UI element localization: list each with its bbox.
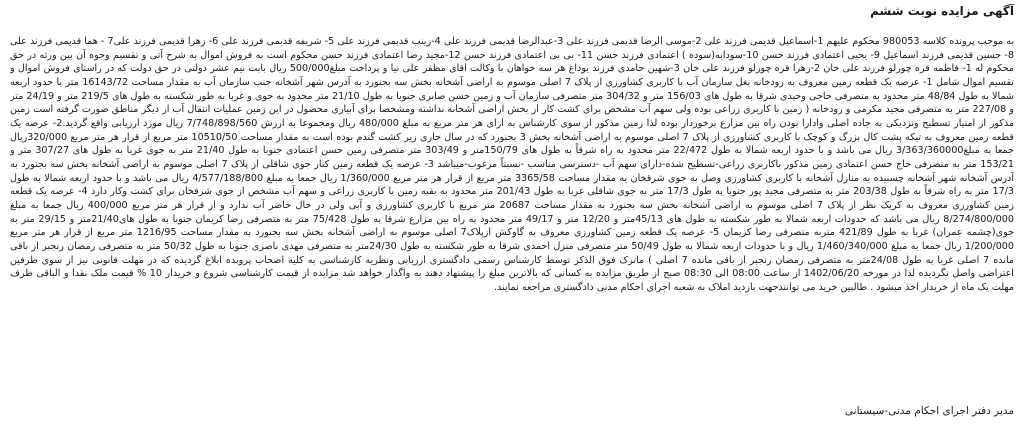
notice-page	[8, 0, 1016, 428]
notice-signature: مدیر دفتر اجرای احکام مدنی-سیستانی	[844, 405, 1014, 417]
notice-body: به موجب پرونده کلاسه 980053 محکوم علیهم 1-اسماعیل قدیمی فرزند علی 2-موسی الرضا قدیمی فرزند علی 3-عبدالرضا قدیمی فرزند علی 4-زینب قدیمی فرزند علی 5- شریفه قدیمی فرزند علی 6- زهرا قدیمی فرزند علی7 - هما قدیمی فرزند علی 8- حسین قدیمی فرزند اسماعیل 9- یحیی اعتمادی فرزند حسن 10-سودابه(سوده ) اعتمادی فرزند حسن 11- بی بی اعتمادی فرزند حسن 12-مجید رضا اعتمادی فرزند حسن محکوم است به فروش اموال به شرح آتی و تقسیم وجوه آن بین ورثه در حق محکوم له 1- فاطمه قره چورلو فرزند علی خان 2-زهرا قره چورلو فرزند علی خان 3-شهین حامدی فرزند یوداغ هر سه خواهان با وکالت اقای مظفر علی نیا و پرداخت مبلغ500/000 ریال بابت نیم عشر دولتی در حق دولت که در راستای فروش اموال و تقسیم اموال شامل 1- عرصه یک قطعه زمین معروف به رودخانه بغل سازمان آب با کاربری کشاورزی از پلاک 7 اصلی موسوم به اراضی آشخانه بخش سه بجنورد به آدرس شهر آشخانه جنب سازمان آب به مقدار مساحت 16143/72 متر با حدود اربعه شمالا به طول 48/84 متر محدود به متصرفی حاجی وحیدی شرقا به طول های 156/03 متر و 304/32 متر متصرفی سازمان آب و زمین حسن صابری جنوبا به طول 21/10 متر محدود به جوی و غربا به طور شکسته به طول های 219/5 متر و 24/19 متر و 227/08 متر به متصرفی مجید مکرمی و رودخانه ( زمین با کاربری زراعی بوده ولی سهم آب مشخص برای کشت کار از بخش اراضی آشخانه نداشته ومشخصا برای آبیاری محصول در این زمین عملیات انتقال آب از دیگر مناطق صورت گرفته است زمین مذکور از امتیاز تسطیح ونزدیکی به جاده اصلی وادارا بودن راه بین مزارع برخوردار بوده لذا زمین مذکور از سوی کارشناس به ازای هر متر مربع به مبلغ 480/000 ریال ومجموعا به ارزش 7/748/898/560 ریال مورد ارزیابی واقع گردید.2- عرصه یک قطعه زمین معروف به تیکه پشت کال بزرگ و کوچک با کاربری کشاورزی از پلاک 7 اصلی موسوم به اراضی آشخانه بخش 3 بجنورد که در سال جاری زیر کشت گندم بوده است به مقدار مساحت 10510/50 متر مربع از قرار هر متر مربع 320/000ریال جمعا به مبلغ3/363/360000 ریال می باشد و با حدود اربعه شمالا به طول 22/472 متر محدود به راه شرقاً به طول های 150/79متر و 303/49 متر متصرفی زمین حسن اعتمادی جنوبا به طول 21/40 متر به جوی غربا به طول های 307/27 متر و 153/21 متر به متصرفی حاج حسن اعتمادی زمین مذکور باکاربری زراعی-تسطیح شده-دارای سهم آب -دسترسی مناسب -نسبتاً مرغوب-میباشد 3- عرصه یک قطعه زمین کنار جوی شاقلی از پلاک 7 اصلی موسوم به اراضی آشخانه بخش سه بجنورد به آدرس آشخانه شهر آشخانه چسبیده به منازل آشخانه با کاربری کشاورزی وصل به جوی شرقخان به مقدار مساحت 3365/58 متر مربع از قرار هر متر مربع 1/360/000 ریال جمعا به مبلغ 4/577/188/800 ریال می باشد و با حدود اربعه شمالا به طول 17/3 متر به راه شرقاً به طول 203/38 متر به متصرفی مجید پور جنوبا به طول 17/3 متر به جوی شاقلی غربا به طول 201/43 متر محدود به بقیه زمین با کاربری زراعی و سهم آب مشخص از جوی شرقخان برای کشت وکار دارد 4- عرصه یک قطعه زمین کشاورزی معروف به کریک نظر از پلاک 7 اصلی موسوم به اراضی آشخانه بخش سه بجنورد به مقدار مساحت 20687 متر مربع با کاربری کشاورزی و آبی ولی در حال حاضر آب ندارد و از قرار هر متر مربع 400/000 ریال جمعا به مبلغ 8/274/800/000 ریال می باشد که حدودات اربعه شمالا به طور شکسته به طول های 45/13متر و 12/20 متر و 49/17 متر محدود به راه بین مزارع شرقا به طول 75/428 متر به متصرفی رضا کریمان جنوبا به طول های21/40متر و 29/15 متر به جوی(چشمه عمران) غربا به طول 421/89 متربه متصرفی رضا کریمان 5- عرصه یک قطعه زمین کشاورزی معروف به گاوکش ازپلاک7 اصلی موسوم به اراضی آشخانه بخش سه بجنورد به مقدار مساحت 1216/95 متر مربع از قرار هر متر مربع 1/200/000 ریال جمعا به مبلغ 1/460/340/000 ریال و با حدودات اربعه شمالا به طول 50/49 متر متصرفی منزل احمدی شرقا به طور شکسته به طول 24/30متر به متصرفی مهدی ناصری جنوبا به طول 50/32 متر به متصرفی رمضان رنجبر از باقی مانده 7 اصلی غربا به طول 24/08متر به متصرفی رمضان رنجبر از باقی مانده 7 اصلی ) ماترک فوق الذکر توسط کارشناس رسمی دادگستری ارزیابی ونظریه کارشناسی به کلیه اصحاب پرونده ابلاغ گردیده که در مهلت قانونی نیز از سوی طرفین اعتراضی واصل نگردیده لذا در مورخه 1402/06/20 از ساعت 08:00 الی 08:30 صبح از طریق مزایده به کسانی که بالاترین مبلغ را پیشنهاد دهند به واگذار خواهد شد مزایده از قیمت کارشناسی شروع و خریدار 10 % قیمت ملک نقدا و الباقی ظرف مهلت یک ماه از خریدار اخذ میشود . طالبین خرید می توانندجهت بازدید املاک به شعبه اجرای احکام مدنی دادگستری مراجعه نمایند.	[10, 36, 1014, 293]
notice-title: آگهی مزایده نوبت ششم	[870, 4, 1014, 18]
